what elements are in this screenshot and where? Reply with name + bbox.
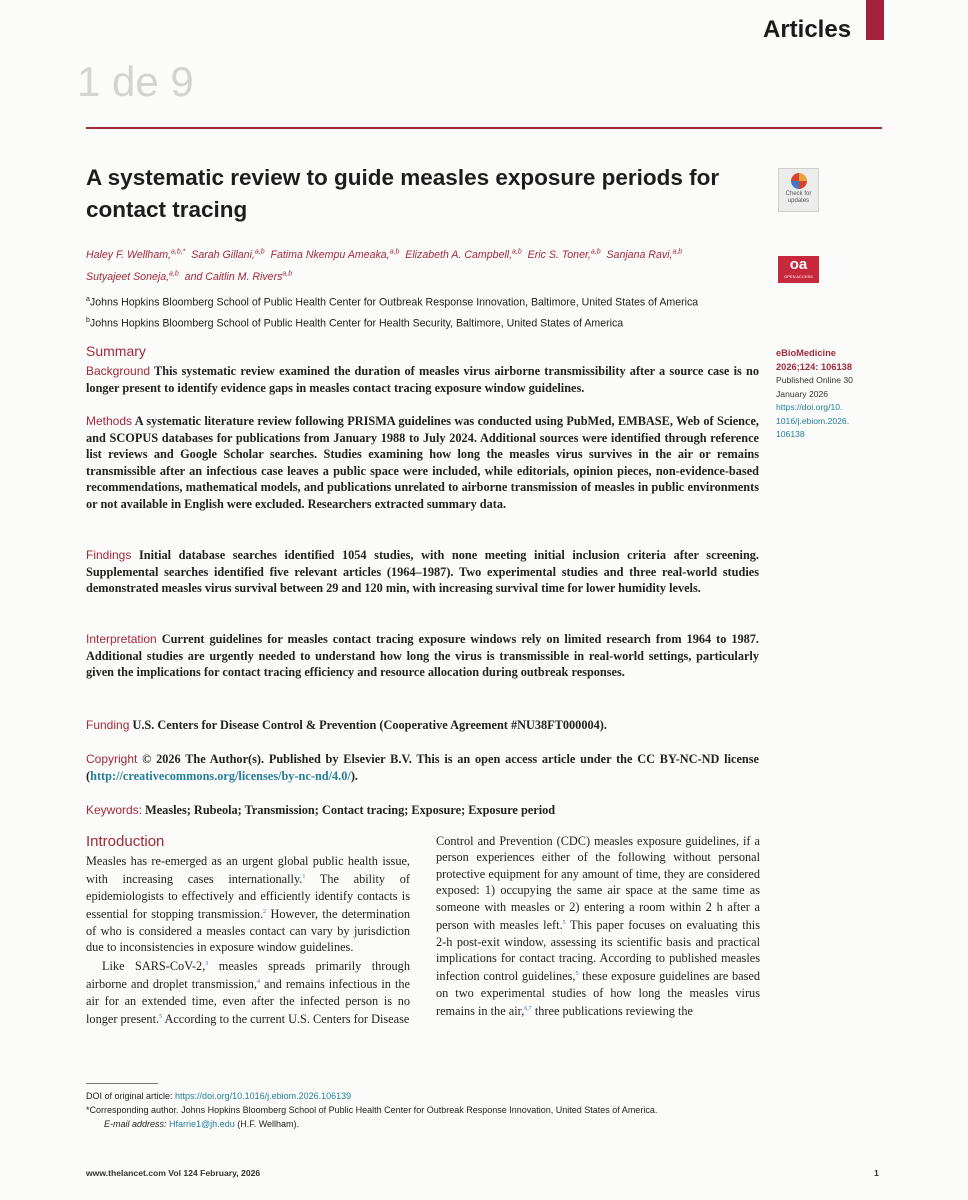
- intro-column-left: [86, 853, 410, 1028]
- citation-ref[interactable]: 2: [263, 909, 267, 916]
- license-link[interactable]: http://creativecommons.org/licenses/by-nc-nd/4.0/: [90, 768, 351, 783]
- abstract-findings: Findings Initial database searches identified 1054 studies, with none meeting initial inclusion criteria after screening. Supplemental searches identified five relevant articles (1964–1987). Two experimental studies and three real-world studies demonstrated measles virus survival between 29 and 120 min, with increasing survival time for lower humidity levels.: [86, 548, 760, 596]
- citation-sidebar: [776, 346, 876, 442]
- section-label: Articles: [763, 16, 852, 43]
- affiliations: [86, 291, 786, 332]
- affiliation: $^b$Johns Hopkins Bloomberg School of Public Health Center for Health Security, Baltimore, United States of America: [86, 316, 624, 330]
- journal-name: eBioMedicine: [776, 348, 836, 358]
- citation-ref[interactable]: 5: [159, 1014, 163, 1021]
- introduction-heading: Introduction: [86, 833, 165, 850]
- original-doi-link[interactable]: https://doi.org/10.1016/j.ebiom.2026.106139: [175, 1091, 352, 1101]
- citation-ref[interactable]: 5: [562, 920, 566, 927]
- abstract-funding: Funding U.S. Centers for Disease Control & Prevention (Cooperative Agreement #NU38FT000004).: [86, 718, 607, 732]
- crossmark-icon: [791, 173, 807, 189]
- author-list: [86, 242, 726, 287]
- abstract-methods: Methods A systematic literature review following PRISMA guidelines was conducted using PubMed, EMBASE, Web of Science, and SCOPUS databases for publications from January 1988 to July 2024. Additional sources were identified through reference list reviews and Google Scholar searches. Studies examining how long the measles virus survives in the air or remains transmissible after an infectious case leaves a public space were included, while editorials, opinion pieces, non-evidence-based recommendations, mathematical models, and publications unrelated to airborne transmission of measles in public environments or not available in English were excluded. Researchers extracted summary data.: [86, 414, 759, 511]
- author[interactable]: and Caitlin M. Rivers$^{a,b}$: [184, 270, 293, 284]
- doi-footnote: DOI of original article: https://doi.org/10.1016/j.ebiom.2026.106139: [86, 1091, 352, 1101]
- check-for-updates-badge[interactable]: Check for updates: [778, 168, 819, 212]
- author[interactable]: Sanjana Ravi,$^{a,b}$: [606, 248, 683, 261]
- author[interactable]: Fatima Nkempu Ameaka,$^{a,b}$: [270, 248, 400, 261]
- page-counter: 1 de 9: [77, 58, 194, 105]
- header-rule: [86, 127, 882, 129]
- author[interactable]: Sarah Gillani,$^{a,b}$: [191, 248, 265, 261]
- footnotes: [86, 1089, 786, 1131]
- abstract-background: Background This systematic review examined the duration of measles virus airborne transmissibility after a source case is no longer present to identify evidence gaps in measles contact tracing exposure window guidelines.: [86, 364, 759, 395]
- email-line: E-mail address: Hfarrie1@jh.edu (H.F. Wellham).: [104, 1119, 300, 1129]
- published-date: Published Online 30 January 2026: [776, 375, 853, 399]
- section-color-tab: [866, 0, 884, 40]
- author[interactable]: Sutyajeet Soneja,$^{a,b}$: [86, 270, 179, 284]
- open-access-badge: oa OPEN ACCESS: [778, 256, 819, 283]
- citation-ref[interactable]: 3: [205, 960, 209, 967]
- citation-ref[interactable]: 4: [256, 979, 260, 986]
- citation-ref[interactable]: 6,7: [524, 1006, 532, 1013]
- doi-link[interactable]: https://doi.org/10. 1016/j.ebiom.2026. 106138: [776, 402, 850, 439]
- citation-ref[interactable]: 1: [302, 874, 306, 881]
- corresponding-author: *Corresponding author. Johns Hopkins Bloomberg School of Public Health Center for Outbreak Response Innovation, United States of America.: [86, 1105, 658, 1115]
- email-link[interactable]: Hfarrie1@jh.edu: [169, 1119, 235, 1129]
- intro-column-right: [436, 833, 760, 1020]
- affiliation: $^a$Johns Hopkins Bloomberg School of Public Health Center for Outbreak Response Innovation, Baltimore, United States of America: [86, 296, 699, 309]
- author[interactable]: Haley F. Wellham,$^{a,b,*}$: [86, 248, 186, 261]
- abstract-copyright: Copyright © 2026 The Author(s). Published by Elsevier B.V. This is an open access article under the CC BY-NC-ND license (http://creativecommons.org/licenses/by-nc-nd/4.0/).: [86, 752, 759, 783]
- intro-paragraph: Control and Prevention (CDC) measles exposure guidelines, if a person experiences either of the following without personal protective equipment for any amount of time, they are considered exposed: 1) occupying the same air space at the same time as someone with measles or 2) entering a room within 2 h after a person with measles left.$^5$ This paper focuses on evaluating this 2-h post-exit window, assessing its scientific basis and practical implications for contact tracing. According to published measles infection control guidelines,$^5$ these exposure guidelines are based on two experimental studies of how long the measles virus remains in the air,$^{6,7}$ three publications reviewing the: [436, 834, 760, 1019]
- journal-volume: 2026;124: 106138: [776, 362, 852, 372]
- footer-journal: www.thelancet.com Vol 124 February, 2026: [86, 1168, 261, 1178]
- summary-heading: Summary: [86, 343, 146, 359]
- author[interactable]: Elizabeth A. Campbell,$^{a,b}$: [405, 248, 522, 261]
- footnote-rule: [86, 1083, 158, 1084]
- article-title: A systematic review to guide measles exposure periods for contact tracing: [86, 165, 720, 222]
- abstract-interpretation: Interpretation Current guidelines for measles contact tracing exposure windows rely on limited research from 1964 to 1987. Additional studies are urgently needed to understand how long the virus is transmissible in real-world settings, particularly given the implications for contact tracing efficiency and resource allocation during outbreak responses.: [86, 632, 759, 680]
- citation-ref[interactable]: 5: [575, 971, 579, 978]
- intro-paragraph: Like SARS-CoV-2,$^3$ measles spreads primarily through airborne and droplet transmission,$^4$ and remains infectious in the air for an extended time, even after the infected person is no longer present.$^5$ According to the current U.S. Centers for Disease: [86, 958, 410, 1027]
- page-number: 1: [874, 1168, 879, 1178]
- author[interactable]: Eric S. Toner,$^{a,b}$: [527, 248, 601, 261]
- intro-paragraph: Measles has re-emerged as an urgent global public health issue, with increasing cases internationally.$^1$ The ability of epidemiologists to effectively and efficiently identify contacts is essential for stopping transmission.$^2$ However, the determination of who is considered a measles contact can vary by jurisdiction due to inconsistencies in exposure window guidelines.: [86, 854, 410, 955]
- keywords: Keywords: Measles; Rubeola; Transmission; Contact tracing; Exposure; Exposure period: [86, 803, 556, 817]
